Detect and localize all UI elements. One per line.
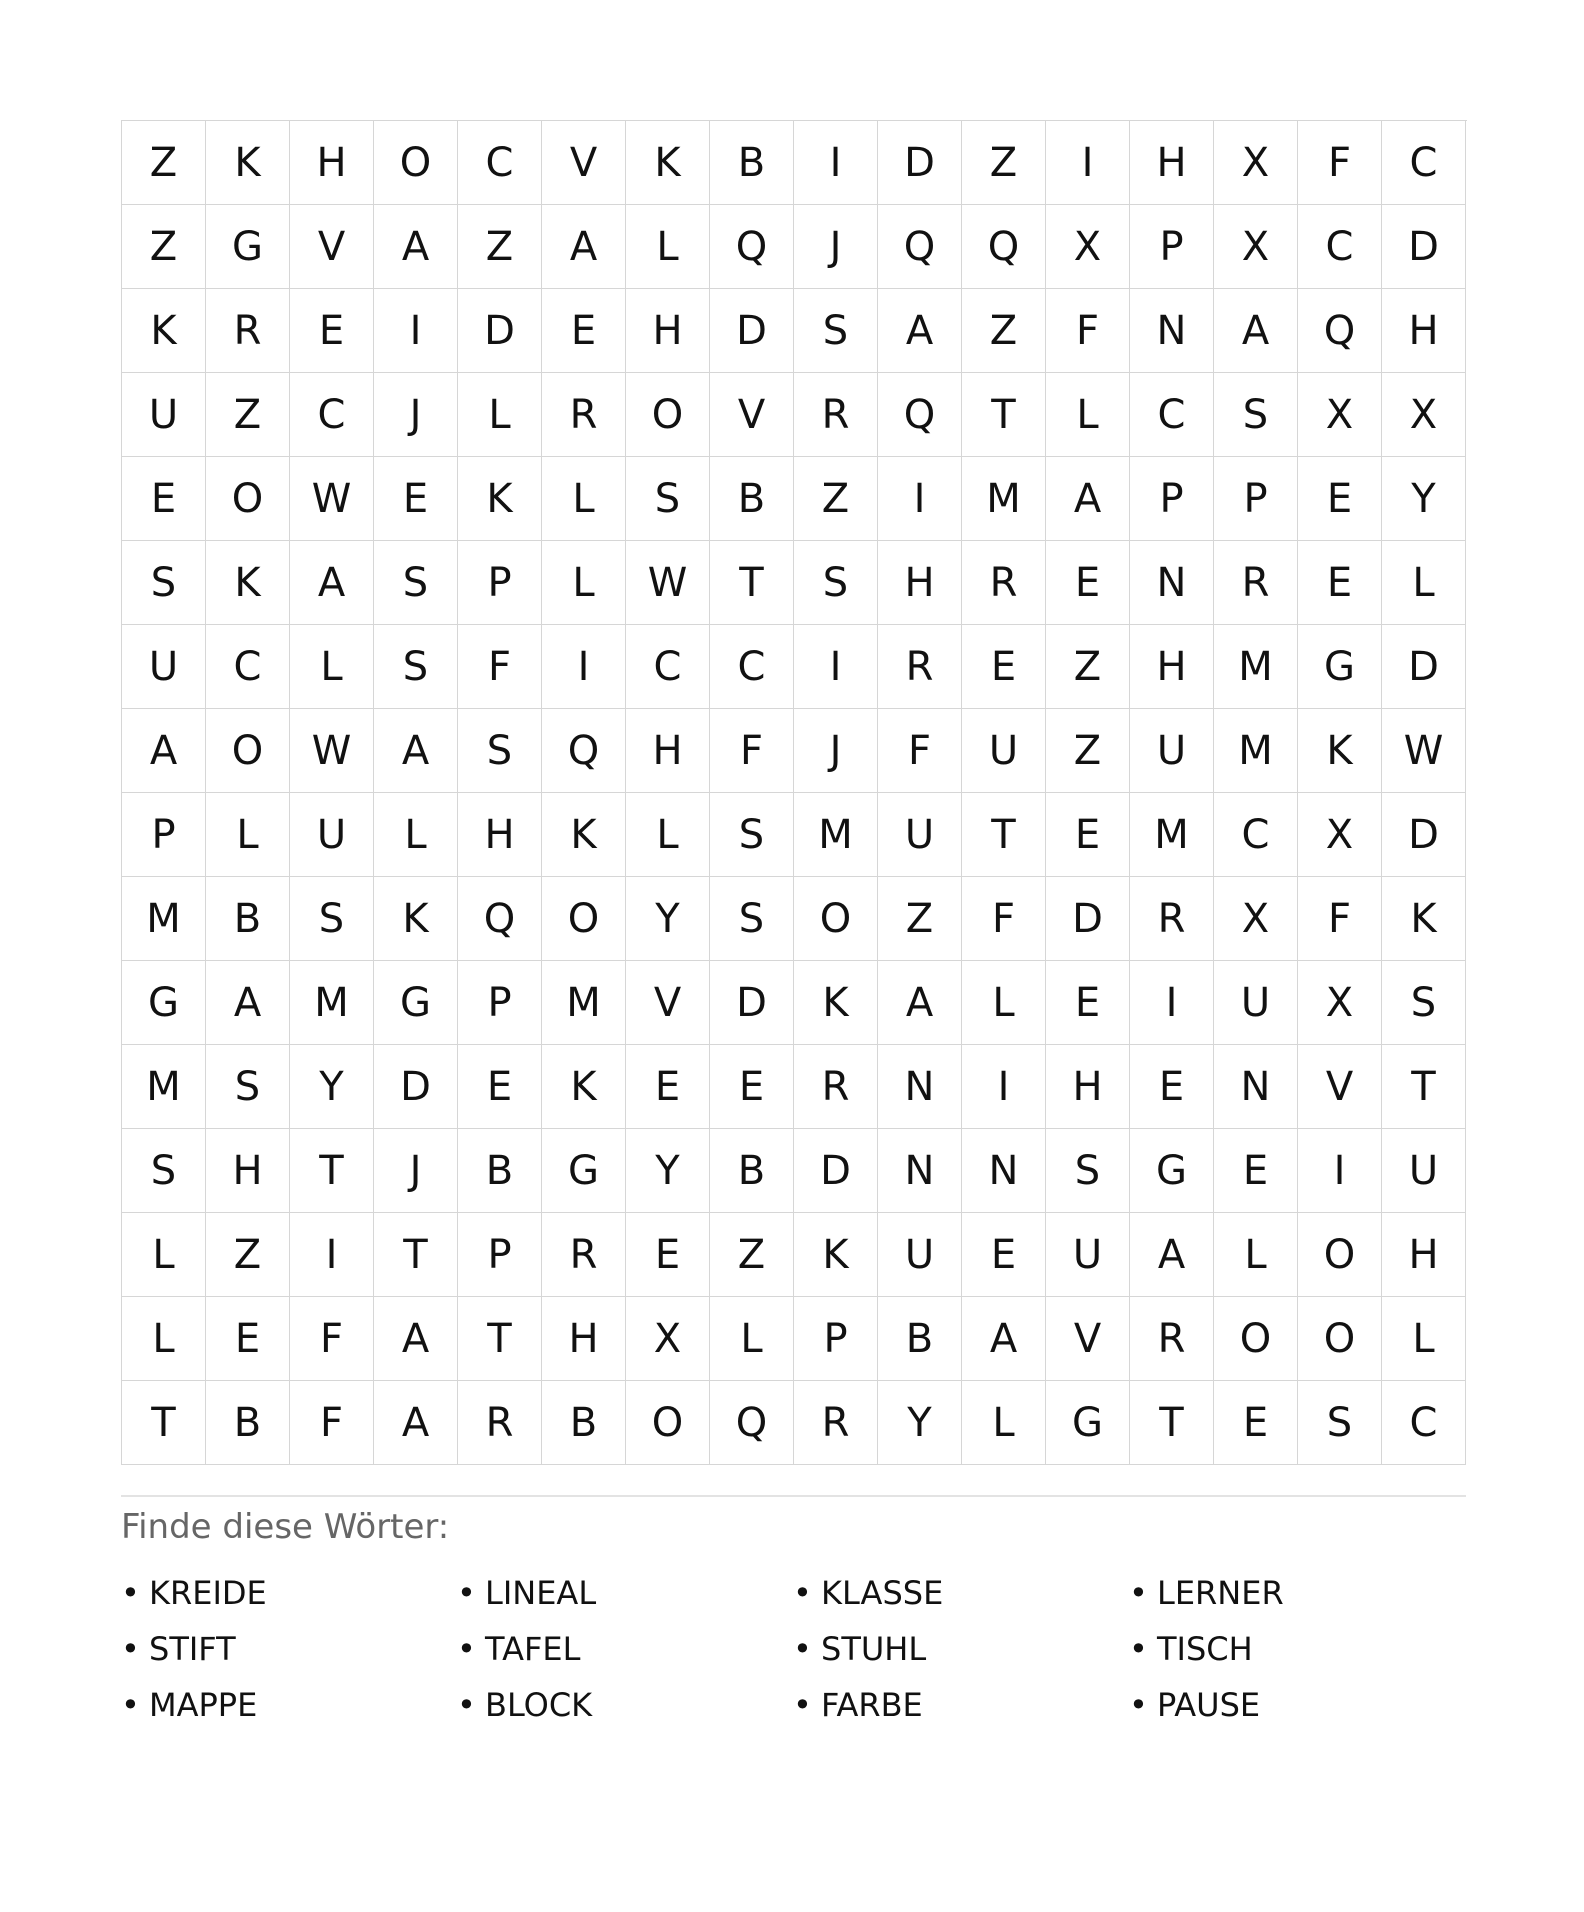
grid-cell[interactable]: S [206,1045,290,1129]
grid-cell[interactable]: X [1382,373,1466,457]
grid-cell[interactable]: S [710,793,794,877]
grid-cell[interactable]: D [878,121,962,205]
word-list-item [121,1677,457,1733]
grid-cell[interactable]: C [626,625,710,709]
word-list-item [1129,1621,1465,1677]
grid-cell[interactable]: T [1382,1045,1466,1129]
word-label: STIFT [149,1630,236,1668]
grid-cell[interactable]: R [1214,541,1298,625]
grid-cell[interactable]: E [1214,1381,1298,1465]
grid-cell[interactable]: K [542,793,626,877]
grid-cell[interactable]: K [206,541,290,625]
grid-cell[interactable]: K [374,877,458,961]
grid-cell[interactable]: L [290,625,374,709]
grid-cell[interactable]: K [626,121,710,205]
grid-cell[interactable]: S [374,625,458,709]
grid-cell[interactable]: N [1214,1045,1298,1129]
grid-cell[interactable]: F [710,709,794,793]
grid-cell[interactable]: Y [878,1381,962,1465]
grid-cell[interactable]: S [374,541,458,625]
grid-cell[interactable]: L [1382,1297,1466,1381]
grid-cell[interactable]: E [962,625,1046,709]
word-list [121,1565,1462,1733]
grid-cell[interactable]: E [1046,793,1130,877]
grid-cell[interactable]: I [290,1213,374,1297]
grid-cell[interactable]: V [542,121,626,205]
grid-cell[interactable]: C [458,121,542,205]
bullet-icon: • [457,1686,476,1724]
grid-cell[interactable]: K [542,1045,626,1129]
grid-cell[interactable]: L [1214,1213,1298,1297]
grid-cell[interactable]: U [878,793,962,877]
grid-cell[interactable]: K [1382,877,1466,961]
grid-cell[interactable]: J [794,709,878,793]
word-search-puzzle [121,120,1462,1733]
grid-cell[interactable]: C [1382,1381,1466,1465]
grid-cell[interactable]: Z [206,1213,290,1297]
grid-cell[interactable]: X [1214,121,1298,205]
grid-cell[interactable]: X [1298,793,1382,877]
grid-cell[interactable]: I [794,625,878,709]
grid-cell[interactable]: S [290,877,374,961]
grid-cell[interactable]: E [1046,961,1130,1045]
grid-cell[interactable]: E [122,457,206,541]
grid-cell[interactable]: T [122,1381,206,1465]
grid-cell[interactable]: S [122,1129,206,1213]
grid-cell[interactable]: Y [290,1045,374,1129]
grid-cell[interactable]: F [458,625,542,709]
divider [121,1495,1466,1497]
grid-cell[interactable]: F [962,877,1046,961]
grid-cell[interactable]: R [1130,877,1214,961]
grid-cell[interactable]: P [1130,457,1214,541]
grid-cell[interactable]: W [290,709,374,793]
grid-cell[interactable]: R [206,289,290,373]
grid-cell[interactable]: N [1130,541,1214,625]
grid-cell[interactable]: M [1130,793,1214,877]
grid-cell[interactable]: D [1046,877,1130,961]
grid-cell[interactable]: A [878,961,962,1045]
grid-cell[interactable]: J [794,205,878,289]
word-label: FARBE [821,1686,923,1724]
grid-cell[interactable]: E [710,1045,794,1129]
grid-cell[interactable]: A [542,205,626,289]
word-list-item [1129,1677,1465,1733]
grid-cell[interactable]: U [290,793,374,877]
grid-cell[interactable]: Y [626,1129,710,1213]
grid-cell[interactable]: H [878,541,962,625]
grid-cell[interactable]: H [1046,1045,1130,1129]
grid-cell[interactable]: L [962,1381,1046,1465]
grid-cell[interactable]: N [962,1129,1046,1213]
grid-cell[interactable]: Z [794,457,878,541]
grid-cell[interactable]: H [626,289,710,373]
grid-cell[interactable]: J [374,1129,458,1213]
grid-cell[interactable]: A [1130,1213,1214,1297]
word-label: PAUSE [1157,1686,1261,1724]
grid-cell[interactable]: K [206,121,290,205]
word-list-item [1129,1565,1465,1621]
grid-cell[interactable]: W [290,457,374,541]
grid-cell[interactable]: O [626,1381,710,1465]
letter-grid [121,120,1467,1465]
grid-cell[interactable]: G [122,961,206,1045]
grid-cell[interactable]: J [374,373,458,457]
grid-cell[interactable]: G [1046,1381,1130,1465]
grid-cell[interactable]: I [1046,121,1130,205]
grid-cell[interactable]: L [542,541,626,625]
grid-cell[interactable]: G [206,205,290,289]
grid-cell[interactable]: Z [962,121,1046,205]
grid-cell[interactable]: A [1214,289,1298,373]
grid-cell[interactable]: E [374,457,458,541]
word-list-item [793,1621,1129,1677]
grid-cell[interactable]: U [1214,961,1298,1045]
grid-cell[interactable]: Q [878,373,962,457]
grid-cell[interactable]: R [878,625,962,709]
grid-cell[interactable]: X [1046,205,1130,289]
grid-cell[interactable]: L [1382,541,1466,625]
grid-cell[interactable]: H [1382,1213,1466,1297]
bullet-icon: • [121,1630,140,1668]
grid-cell[interactable]: H [206,1129,290,1213]
grid-cell[interactable]: D [1382,205,1466,289]
grid-cell[interactable]: U [1130,709,1214,793]
grid-cell[interactable]: P [458,1213,542,1297]
grid-cell[interactable]: P [1214,457,1298,541]
grid-cell[interactable]: A [374,1297,458,1381]
grid-cell[interactable]: Q [962,205,1046,289]
grid-cell[interactable]: P [122,793,206,877]
grid-cell[interactable]: P [1130,205,1214,289]
grid-cell[interactable]: L [962,961,1046,1045]
word-list-item [457,1677,793,1733]
grid-cell[interactable]: G [374,961,458,1045]
grid-cell[interactable]: X [626,1297,710,1381]
bullet-icon: • [1129,1630,1148,1668]
grid-cell[interactable]: X [1298,961,1382,1045]
grid-cell[interactable]: C [710,625,794,709]
grid-cell[interactable]: N [878,1045,962,1129]
grid-cell[interactable]: A [374,1381,458,1465]
word-list-item [793,1565,1129,1621]
word-label: TISCH [1157,1630,1253,1668]
grid-cell[interactable]: H [626,709,710,793]
bullet-icon: • [1129,1686,1148,1724]
grid-cell[interactable]: A [122,709,206,793]
grid-cell[interactable]: Z [878,877,962,961]
grid-cell[interactable]: C [1298,205,1382,289]
grid-cell[interactable]: O [542,877,626,961]
grid-cell[interactable]: I [1298,1129,1382,1213]
grid-cell[interactable]: V [290,205,374,289]
grid-cell[interactable]: D [710,289,794,373]
bullet-icon: • [121,1574,140,1612]
word-list-prompt: Finde diese Wörter: [121,1507,450,1547]
grid-cell[interactable]: E [1130,1045,1214,1129]
grid-cell[interactable]: L [626,793,710,877]
grid-cell[interactable]: P [458,541,542,625]
grid-cell[interactable]: O [374,121,458,205]
grid-cell[interactable]: F [1046,289,1130,373]
grid-cell[interactable]: Q [878,205,962,289]
grid-cell[interactable]: E [290,289,374,373]
grid-cell[interactable]: F [290,1381,374,1465]
grid-cell[interactable]: H [290,121,374,205]
grid-cell[interactable]: W [626,541,710,625]
grid-cell[interactable]: L [626,205,710,289]
grid-cell[interactable]: O [206,457,290,541]
grid-cell[interactable]: X [1214,205,1298,289]
grid-cell[interactable]: S [1214,373,1298,457]
bullet-icon: • [457,1574,476,1612]
grid-cell[interactable]: D [458,289,542,373]
grid-cell[interactable]: E [1298,457,1382,541]
grid-cell[interactable]: S [794,289,878,373]
grid-cell[interactable]: U [122,373,206,457]
grid-cell[interactable]: L [458,373,542,457]
grid-cell[interactable]: F [290,1297,374,1381]
grid-cell[interactable]: O [626,373,710,457]
grid-cell[interactable]: Z [1046,625,1130,709]
grid-cell[interactable]: E [1298,541,1382,625]
grid-cell[interactable]: U [1046,1213,1130,1297]
grid-cell[interactable]: H [458,793,542,877]
grid-cell[interactable]: M [1214,709,1298,793]
grid-cell[interactable]: S [122,541,206,625]
grid-cell[interactable]: F [1298,877,1382,961]
grid-cell[interactable]: A [374,709,458,793]
word-label: BLOCK [485,1686,593,1724]
grid-cell[interactable]: L [1046,373,1130,457]
grid-cell[interactable]: R [794,1381,878,1465]
grid-cell[interactable]: B [710,457,794,541]
grid-cell[interactable]: A [290,541,374,625]
grid-cell[interactable]: H [1130,625,1214,709]
grid-cell[interactable]: Q [1298,289,1382,373]
grid-cell[interactable]: G [1130,1129,1214,1213]
grid-cell[interactable]: V [626,961,710,1045]
grid-cell[interactable]: B [206,1381,290,1465]
word-list-item [457,1621,793,1677]
grid-cell[interactable]: U [1382,1129,1466,1213]
grid-cell[interactable]: C [1214,793,1298,877]
grid-cell[interactable]: R [1130,1297,1214,1381]
grid-cell[interactable]: Z [1046,709,1130,793]
word-list-item [457,1565,793,1621]
grid-cell[interactable]: U [878,1213,962,1297]
grid-cell[interactable]: S [626,457,710,541]
bullet-icon: • [793,1630,812,1668]
grid-cell[interactable]: B [458,1129,542,1213]
grid-cell[interactable]: Q [458,877,542,961]
grid-cell[interactable]: I [1130,961,1214,1045]
grid-cell[interactable]: E [542,289,626,373]
grid-cell[interactable]: T [290,1129,374,1213]
grid-cell[interactable]: F [878,709,962,793]
word-label: KREIDE [149,1574,267,1612]
grid-cell[interactable]: M [962,457,1046,541]
grid-cell[interactable]: M [290,961,374,1045]
bullet-icon: • [793,1686,812,1724]
grid-cell[interactable]: A [206,961,290,1045]
grid-cell[interactable]: V [1046,1297,1130,1381]
grid-cell[interactable]: R [542,373,626,457]
grid-cell[interactable]: Z [122,121,206,205]
grid-cell[interactable]: Z [710,1213,794,1297]
bullet-icon: • [1129,1574,1148,1612]
grid-cell[interactable]: S [1046,1129,1130,1213]
grid-cell[interactable]: K [794,1213,878,1297]
grid-cell[interactable]: I [794,121,878,205]
word-list-item [121,1565,457,1621]
grid-cell[interactable]: B [710,1129,794,1213]
bullet-icon: • [457,1630,476,1668]
grid-cell[interactable]: E [626,1213,710,1297]
grid-cell[interactable]: V [710,373,794,457]
grid-cell[interactable]: E [962,1213,1046,1297]
grid-cell[interactable]: R [542,1213,626,1297]
word-label: KLASSE [821,1574,944,1612]
grid-cell[interactable]: K [458,457,542,541]
grid-cell[interactable]: O [1298,1213,1382,1297]
grid-cell[interactable]: U [122,625,206,709]
grid-cell[interactable]: C [206,625,290,709]
word-list-item [121,1621,457,1677]
grid-cell[interactable]: L [374,793,458,877]
grid-cell[interactable]: D [710,961,794,1045]
grid-cell[interactable]: G [542,1129,626,1213]
grid-cell[interactable]: C [290,373,374,457]
grid-cell[interactable]: D [794,1129,878,1213]
grid-cell[interactable]: E [1214,1129,1298,1213]
word-label: STUHL [821,1630,927,1668]
grid-cell[interactable]: V [1298,1045,1382,1129]
grid-cell[interactable]: M [1214,625,1298,709]
grid-cell[interactable]: K [122,289,206,373]
word-label: LERNER [1157,1574,1284,1612]
grid-cell[interactable]: O [206,709,290,793]
grid-cell[interactable]: L [710,1297,794,1381]
grid-cell[interactable]: F [1298,121,1382,205]
grid-cell[interactable]: Z [206,373,290,457]
grid-cell[interactable]: K [1298,709,1382,793]
grid-cell[interactable]: D [1382,625,1466,709]
grid-cell[interactable]: A [878,289,962,373]
grid-cell[interactable]: T [458,1297,542,1381]
grid-cell[interactable]: B [710,121,794,205]
grid-cell[interactable]: H [1382,289,1466,373]
grid-cell[interactable]: Q [710,205,794,289]
grid-cell[interactable]: T [962,373,1046,457]
grid-cell[interactable]: E [626,1045,710,1129]
word-list-item [793,1677,1129,1733]
grid-cell[interactable]: L [542,457,626,541]
grid-cell[interactable]: H [1130,121,1214,205]
grid-cell[interactable]: M [542,961,626,1045]
grid-cell[interactable]: M [122,1045,206,1129]
grid-cell[interactable]: E [206,1297,290,1381]
grid-cell[interactable]: A [1046,457,1130,541]
grid-cell[interactable]: X [1214,877,1298,961]
grid-cell[interactable]: M [794,793,878,877]
grid-cell[interactable]: U [962,709,1046,793]
grid-cell[interactable]: T [1130,1381,1214,1465]
grid-cell[interactable]: R [458,1381,542,1465]
grid-cell[interactable]: H [542,1297,626,1381]
grid-cell[interactable]: C [1130,373,1214,457]
grid-cell[interactable]: K [794,961,878,1045]
grid-cell[interactable]: Y [626,877,710,961]
grid-cell[interactable]: R [794,1045,878,1129]
grid-cell[interactable]: T [710,541,794,625]
grid-cell[interactable]: B [206,877,290,961]
grid-cell[interactable]: O [794,877,878,961]
grid-cell[interactable]: L [206,793,290,877]
grid-cell[interactable]: Q [542,709,626,793]
grid-cell[interactable]: O [1214,1297,1298,1381]
grid-cell[interactable]: C [1382,121,1466,205]
grid-cell[interactable]: L [122,1213,206,1297]
grid-cell[interactable]: M [122,877,206,961]
grid-cell[interactable]: Z [122,205,206,289]
word-label: TAFEL [485,1630,581,1668]
grid-cell[interactable]: R [962,541,1046,625]
grid-cell[interactable]: Q [710,1381,794,1465]
grid-cell[interactable]: W [1382,709,1466,793]
bullet-icon: • [793,1574,812,1612]
grid-cell[interactable]: B [878,1297,962,1381]
grid-cell[interactable]: X [1298,373,1382,457]
grid-cell[interactable]: I [542,625,626,709]
grid-cell[interactable]: P [794,1297,878,1381]
grid-cell[interactable]: E [458,1045,542,1129]
grid-cell[interactable]: A [962,1297,1046,1381]
grid-cell[interactable]: E [1046,541,1130,625]
grid-cell[interactable]: P [458,961,542,1045]
grid-cell[interactable]: S [710,877,794,961]
grid-cell[interactable]: L [122,1297,206,1381]
grid-cell[interactable]: Z [962,289,1046,373]
grid-cell[interactable]: G [1298,625,1382,709]
bullet-icon: • [121,1686,140,1724]
grid-cell[interactable]: D [1382,793,1466,877]
grid-cell[interactable]: N [878,1129,962,1213]
grid-cell[interactable]: I [962,1045,1046,1129]
grid-cell[interactable]: O [1298,1297,1382,1381]
grid-cell[interactable]: Z [458,205,542,289]
grid-cell[interactable]: T [962,793,1046,877]
grid-cell[interactable]: Y [1382,457,1466,541]
grid-cell[interactable]: B [542,1381,626,1465]
word-label: MAPPE [149,1686,258,1724]
grid-cell[interactable]: S [1382,961,1466,1045]
word-label: LINEAL [485,1574,597,1612]
grid-cell[interactable]: S [1298,1381,1382,1465]
grid-cell[interactable]: D [374,1045,458,1129]
grid-cell[interactable]: I [374,289,458,373]
grid-cell[interactable]: A [374,205,458,289]
grid-cell[interactable]: I [878,457,962,541]
grid-cell[interactable]: S [458,709,542,793]
grid-cell[interactable]: R [794,373,878,457]
grid-cell[interactable]: T [374,1213,458,1297]
grid-cell[interactable]: N [1130,289,1214,373]
grid-cell[interactable]: S [794,541,878,625]
